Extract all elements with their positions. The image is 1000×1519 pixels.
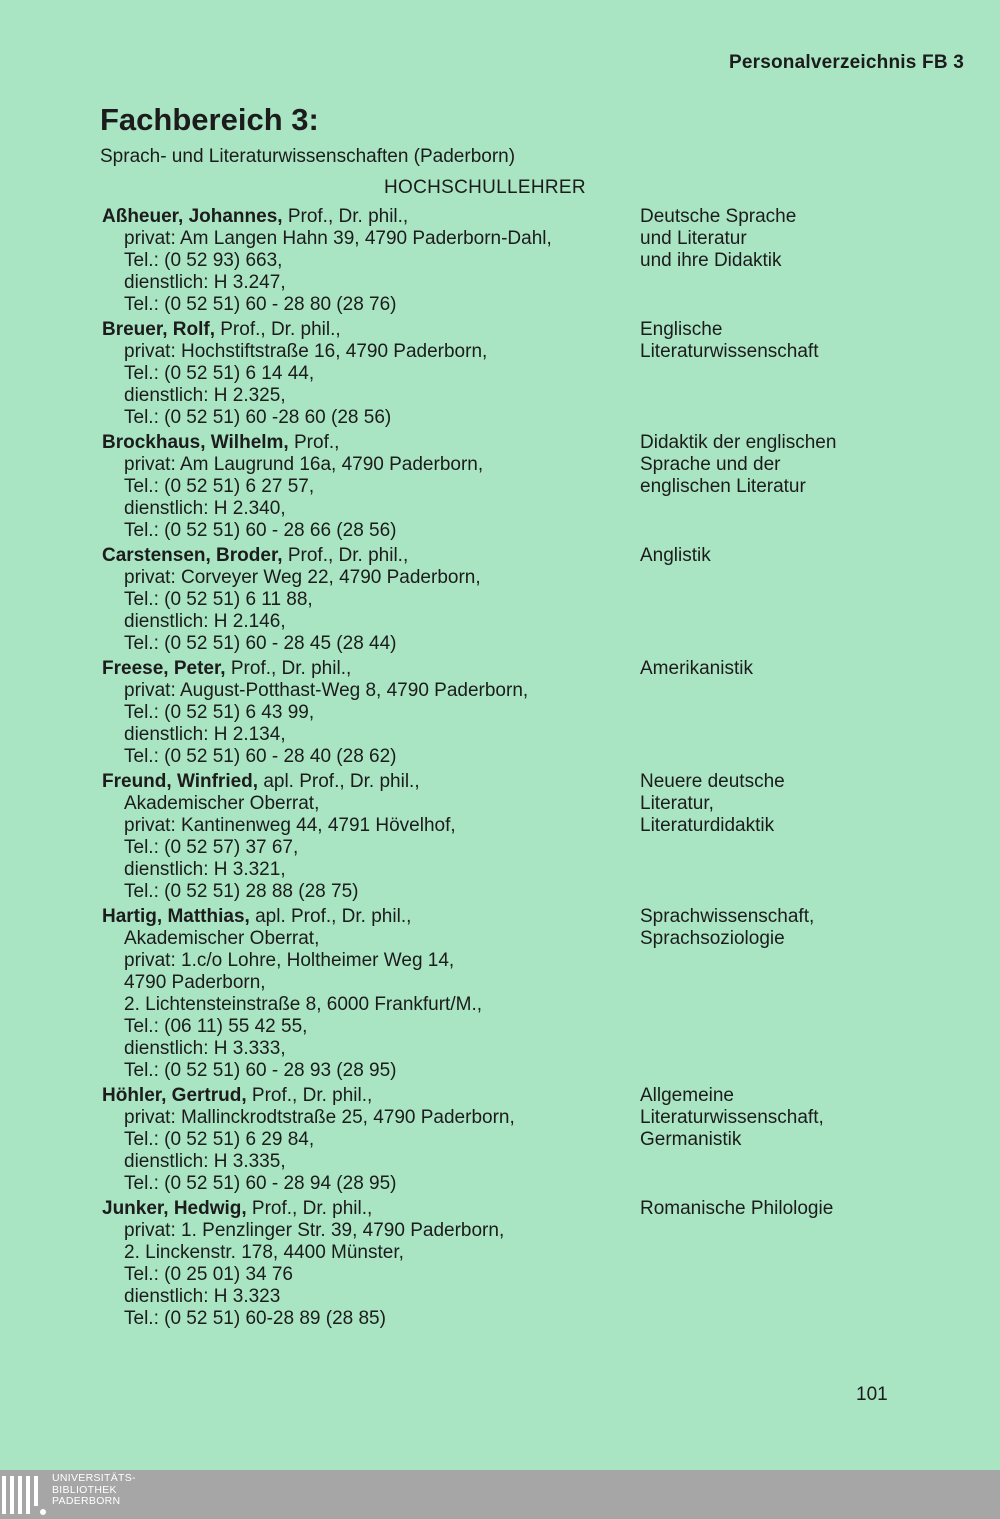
staff-detail-line: Tel.: (0 52 51) 60 - 28 93 (28 95) xyxy=(124,1060,397,1081)
staff-name: Höhler, Gertrud, xyxy=(102,1085,247,1106)
library-footer-bar xyxy=(0,1470,1000,1519)
staff-name: Junker, Hedwig, xyxy=(102,1198,247,1219)
subject-line: Romanische Philologie xyxy=(640,1198,834,1219)
staff-detail-line: Tel.: (0 52 51) 60-28 89 (28 85) xyxy=(124,1308,386,1329)
subject-line: Didaktik der englischen xyxy=(640,432,837,453)
staff-detail-line: 4790 Paderborn, xyxy=(124,972,266,993)
subject-line: Literaturwissenschaft, xyxy=(640,1107,824,1128)
page-subtitle: Sprach- und Literaturwissenschaften (Paderborn) xyxy=(100,146,516,167)
staff-name-line xyxy=(102,432,640,454)
subject-line: Amerikanistik xyxy=(640,658,753,679)
staff-detail-line: dienstlich: H 3.321, xyxy=(124,859,286,880)
staff-detail-line: Tel.: (0 52 51) 60 - 28 45 (28 44) xyxy=(124,633,397,654)
library-logo-icon xyxy=(2,1474,48,1516)
subject-line: Anglistik xyxy=(640,545,711,566)
staff-detail-line: Tel.: (0 52 51) 60 - 28 94 (28 95) xyxy=(124,1173,397,1194)
staff-detail-line: privat: 1. Penzlinger Str. 39, 4790 Paderborn, xyxy=(124,1220,505,1241)
staff-entry xyxy=(102,906,902,1082)
staff-subject-area xyxy=(640,206,902,316)
staff-name-line xyxy=(102,206,640,228)
subject-line: Sprachwissenschaft, xyxy=(640,906,815,927)
staff-name: Breuer, Rolf, xyxy=(102,319,215,340)
staff-detail-line: dienstlich: H 3.333, xyxy=(124,1038,286,1059)
staff-person xyxy=(102,1085,640,1195)
subject-line: und ihre Didaktik xyxy=(640,250,782,271)
subject-line: Literaturdidaktik xyxy=(640,815,775,836)
staff-person xyxy=(102,1198,640,1330)
staff-name: Aßheuer, Johannes, xyxy=(102,206,283,227)
staff-name-line xyxy=(102,319,640,341)
staff-detail-line: privat: Kantinenweg 44, 4791 Hövelhof, xyxy=(124,815,456,836)
staff-title: Prof., Dr. phil., xyxy=(282,545,409,566)
staff-subject-area xyxy=(640,432,902,542)
staff-detail-line: Tel.: (0 52 51) 6 11 88, xyxy=(124,589,313,610)
staff-title: Prof., Dr. phil., xyxy=(246,1085,373,1106)
staff-detail-line: privat: Corveyer Weg 22, 4790 Paderborn, xyxy=(124,567,481,588)
staff-detail-line: Tel.: (0 52 51) 6 29 84, xyxy=(124,1129,315,1150)
staff-detail-line: Tel.: (0 52 51) 60 - 28 66 (28 56) xyxy=(124,520,397,541)
staff-detail-line: privat: Mallinckrodtstraße 25, 4790 Paderborn, xyxy=(124,1107,515,1128)
staff-detail-line: Tel.: (0 52 51) 28 88 (28 75) xyxy=(124,881,359,902)
subject-line: Literaturwissenschaft xyxy=(640,341,819,362)
staff-name-line xyxy=(102,658,640,680)
staff-title: Prof., Dr. phil., xyxy=(282,206,409,227)
section-heading: HOCHSCHULLEHRER xyxy=(384,177,586,198)
staff-detail-line: dienstlich: H 2.134, xyxy=(124,724,286,745)
staff-detail-line: Tel.: (0 52 51) 60 -28 60 (28 56) xyxy=(124,407,392,428)
staff-person xyxy=(102,206,640,316)
staff-detail-line: Tel.: (0 52 57) 37 67, xyxy=(124,837,299,858)
logo-text-line: UNIVERSITÄTS- xyxy=(52,1472,136,1484)
staff-detail-line: privat: Hochstiftstraße 16, 4790 Paderborn, xyxy=(124,341,488,362)
staff-detail-line: privat: August-Potthast-Weg 8, 4790 Paderborn, xyxy=(124,680,529,701)
staff-name: Brockhaus, Wilhelm, xyxy=(102,432,289,453)
subject-line: Deutsche Sprache xyxy=(640,206,797,227)
staff-detail-line: 2. Lichtensteinstraße 8, 6000 Frankfurt/M., xyxy=(124,994,483,1015)
staff-name: Hartig, Matthias, xyxy=(102,906,250,927)
staff-entry xyxy=(102,771,902,903)
staff-detail-line: Tel.: (0 25 01) 34 76 xyxy=(124,1264,293,1285)
subject-line: Englische xyxy=(640,319,723,340)
staff-detail-line: dienstlich: H 3.247, xyxy=(124,272,286,293)
staff-name-line xyxy=(102,1085,640,1107)
logo-text-line: BIBLIOTHEK xyxy=(52,1483,117,1496)
subject-line: und Literatur xyxy=(640,228,747,249)
staff-detail-line: dienstlich: H 2.325, xyxy=(124,385,286,406)
staff-name: Freund, Winfried, xyxy=(102,771,259,792)
running-head: Personalverzeichnis FB 3 xyxy=(728,52,964,73)
staff-name-line xyxy=(102,1198,640,1220)
staff-entry xyxy=(102,1085,902,1195)
staff-title: Prof., Dr. phil., xyxy=(225,658,352,679)
staff-subject-area xyxy=(640,1085,902,1195)
subject-line: Neuere deutsche xyxy=(640,771,785,792)
subject-line: Allgemeine xyxy=(640,1085,734,1106)
staff-subject-area xyxy=(640,545,902,655)
staff-detail-line: dienstlich: H 2.146, xyxy=(124,611,286,632)
staff-entry xyxy=(102,658,902,768)
subject-line: Sprache und der xyxy=(640,454,781,475)
staff-detail-line: Tel.: (06 11) 55 42 55, xyxy=(124,1016,308,1037)
staff-title: apl. Prof., Dr. phil., xyxy=(258,771,420,792)
staff-detail-line: dienstlich: H 2.340, xyxy=(124,498,286,519)
staff-detail-line: privat: Am Laugrund 16a, 4790 Paderborn, xyxy=(124,454,484,475)
staff-entry xyxy=(102,545,902,655)
staff-entry xyxy=(102,206,902,316)
staff-subject-area xyxy=(640,658,902,768)
staff-subject-area xyxy=(640,906,902,1082)
subject-line: Germanistik xyxy=(640,1129,742,1150)
staff-person xyxy=(102,906,640,1082)
staff-title: apl. Prof., Dr. phil., xyxy=(249,906,412,927)
staff-person xyxy=(102,771,640,903)
staff-subject-area xyxy=(640,1198,902,1330)
library-logo-text xyxy=(52,1473,136,1508)
staff-name: Carstensen, Broder, xyxy=(102,545,283,566)
staff-person xyxy=(102,545,640,655)
staff-detail-line: privat: 1.c/o Lohre, Holtheimer Weg 14, xyxy=(124,950,455,971)
staff-title: Prof., Dr. phil., xyxy=(246,1198,373,1219)
staff-detail-line: Tel.: (0 52 51) 6 27 57, xyxy=(124,476,315,497)
subject-line: Literatur, xyxy=(640,793,714,814)
staff-name: Freese, Peter, xyxy=(102,658,226,679)
staff-entry xyxy=(102,319,902,429)
staff-name-line xyxy=(102,545,640,567)
staff-detail-line: dienstlich: H 3.335, xyxy=(124,1151,286,1172)
staff-person xyxy=(102,658,640,768)
staff-name-line xyxy=(102,771,640,793)
subject-line: Sprachsoziologie xyxy=(640,928,785,949)
staff-name-line xyxy=(102,906,640,928)
staff-detail-line: Tel.: (0 52 51) 60 - 28 40 (28 62) xyxy=(124,746,397,767)
page-number: 101 xyxy=(856,1384,888,1405)
staff-title: Prof., Dr. phil., xyxy=(214,319,341,340)
staff-subject-area xyxy=(640,771,902,903)
staff-detail-line: Akademischer Oberrat, xyxy=(124,928,320,949)
staff-detail-line: dienstlich: H 3.323 xyxy=(124,1286,281,1307)
page-title: Fachbereich 3: xyxy=(100,102,319,137)
staff-detail-line: Tel.: (0 52 51) 6 43 99, xyxy=(124,702,315,723)
staff-detail-line: Tel.: (0 52 51) 60 - 28 80 (28 76) xyxy=(124,294,397,315)
staff-detail-line: privat: Am Langen Hahn 39, 4790 Paderborn-Dahl, xyxy=(124,228,552,249)
staff-title: Prof., xyxy=(288,432,340,453)
staff-entry xyxy=(102,1198,902,1330)
staff-person xyxy=(102,432,640,542)
staff-list xyxy=(102,206,902,1333)
staff-detail-line: Tel.: (0 52 93) 663, xyxy=(124,250,283,271)
staff-detail-line: 2. Linckenstr. 178, 4400 Münster, xyxy=(124,1242,404,1263)
staff-subject-area xyxy=(640,319,902,429)
logo-text-line: PADERBORN xyxy=(52,1495,121,1507)
staff-person xyxy=(102,319,640,429)
staff-detail-line: Tel.: (0 52 51) 6 14 44, xyxy=(124,363,315,384)
staff-detail-line: Akademischer Oberrat, xyxy=(124,793,320,814)
staff-entry xyxy=(102,432,902,542)
subject-line: englischen Literatur xyxy=(640,476,806,497)
